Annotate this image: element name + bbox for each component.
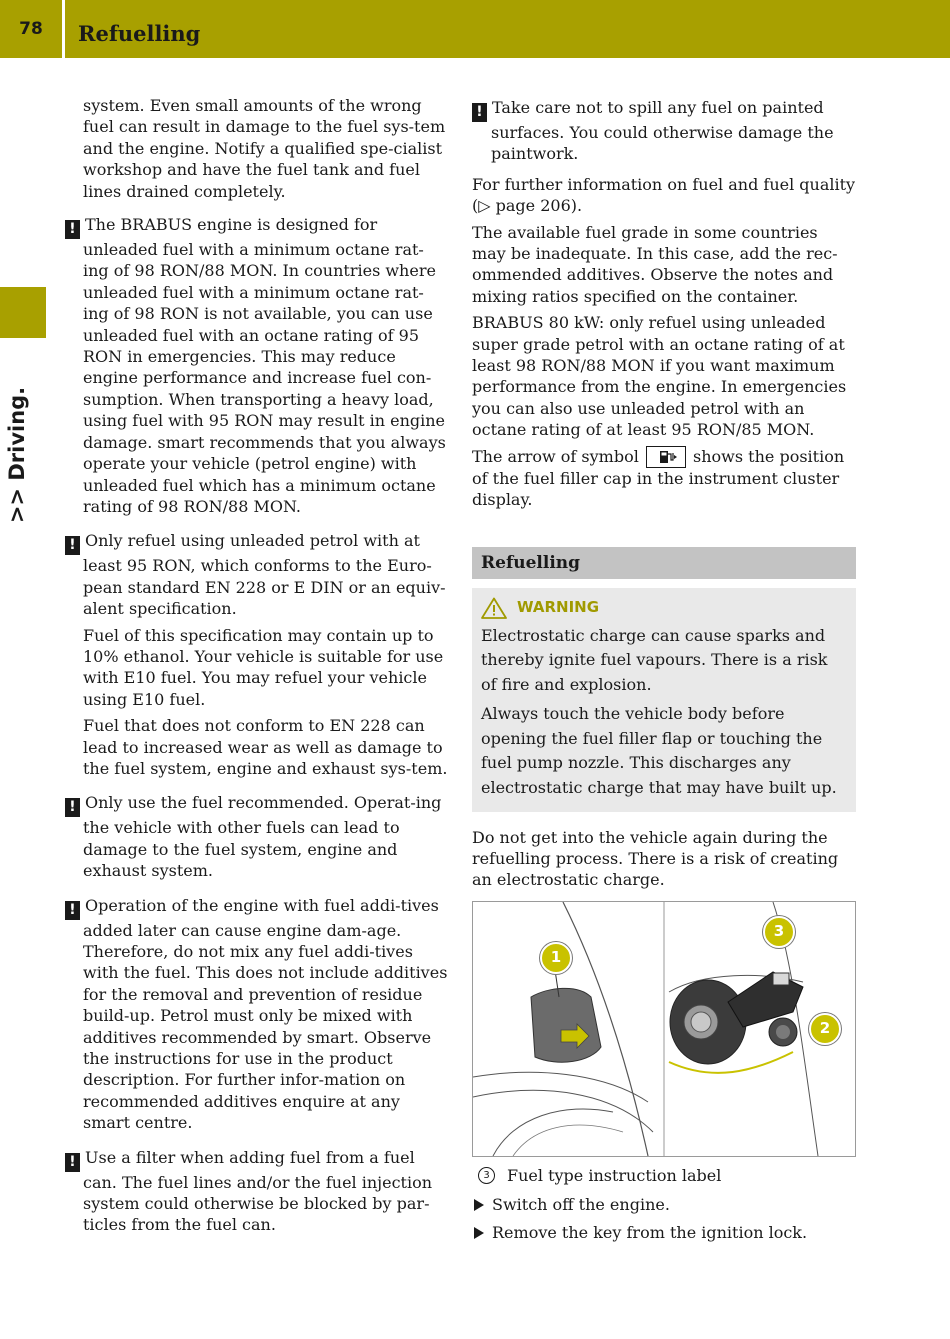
note-filter <box>69 1147 449 1236</box>
exclamation-icon: ! <box>65 220 80 239</box>
legend-text: Fuel type instruction label <box>507 1165 722 1185</box>
side-tab-marker <box>0 287 46 338</box>
no-reentry-text: Do not get into the vehicle again during the refuelling process. There is a risk of creating an electrostatic charge. <box>472 827 839 890</box>
note-recommended-text: Only use the fuel recommended. Operat-ing the vehicle with other fuels can lead to damage to the fuel system, engine and exhaust system. <box>83 793 442 881</box>
step-item <box>472 1194 856 1215</box>
step-item <box>472 1222 856 1243</box>
exclamation-icon: ! <box>65 536 80 555</box>
note-paint-text: Take care not to spill any fuel on painted surfaces. You could otherwise damage the paintwork. <box>491 98 834 164</box>
side-tab-label: >> Driving. <box>5 386 29 524</box>
page-number: 78 <box>19 19 43 39</box>
exclamation-icon: ! <box>65 798 80 817</box>
warning-triangle-icon <box>481 597 507 619</box>
warning-p2: Always touch the vehicle body before opening the fuel filler flap or touching the fuel pump nozzle. This discharges any electrostatic charge that may have built up. <box>481 704 837 798</box>
callout-1: 1 <box>540 942 572 974</box>
play-triangle-icon <box>474 1199 484 1211</box>
note-additives <box>69 895 449 1134</box>
note-unleaded-p3: Fuel that does not conform to EN 228 can lead to increased wear as well as damage to the fuel system, engine and exhaust sys-tem. <box>83 716 448 778</box>
figure-legend <box>478 1165 856 1186</box>
note-brabus <box>69 214 449 517</box>
note-filter-text: Use a filter when adding fuel from a fuel can. The fuel lines and/or the fuel injection system could otherwise be blocked by par-ticles from the fuel can. <box>83 1147 433 1235</box>
note-recommended <box>69 792 449 881</box>
callout-3: 3 <box>763 916 795 948</box>
note-unleaded <box>69 530 449 779</box>
header-divider <box>62 0 65 58</box>
note-unleaded-text: Only refuel using unleaded petrol with at least 95 RON, which conforms to the Euro-pean standard EN 228 or E DIN or an equiv-alent specification. <box>83 531 446 619</box>
section-heading-refuelling: Refuelling <box>472 547 856 579</box>
exclamation-icon: ! <box>65 1153 80 1172</box>
fuel-grade-text: The available fuel grade in some countries may be inadequate. In this case, add the rec-ommended additives. Observe the notes and mixing ratios specified on the container. <box>472 222 838 306</box>
page-title: Refuelling <box>78 21 201 46</box>
warning-label: WARNING <box>517 598 600 617</box>
note-unleaded-p2: Fuel of this specification may contain up to 10% ethanol. Your vehicle is suitable for use with E10 fuel. You may refuel your vehicle using E10 fuel. <box>83 625 444 709</box>
step-text: Switch off the engine. <box>492 1195 670 1215</box>
arrow-symbol-text: The arrow of symbol shows the position of the fuel filler cap in the instrument cluster display. <box>472 446 845 510</box>
legend-number: 3 <box>478 1167 495 1184</box>
note-brabus-text: The BRABUS engine is designed for unleaded fuel with a minimum octane rat-ing of 98 RON/88 MON. In countries where unleaded fuel with a minimum octane rat-ing of 98 RON is not available, you can use unleaded fuel with an octane rating of 95 RON in emergencies. This may reduce engine performance and increase fuel con-sumption. When transporting a heavy load, using fuel with 95 RON may result in engine damage. smart recommends that you always operate your vehicle (petrol engine) with unleaded fuel which has a minimum octane rating of 98 RON/88 MON. <box>83 215 446 516</box>
intro-continuation: system. Even small amounts of the wrong fuel can result in damage to the fuel sys-tem and the engine. Notify a qualified spe-cialist workshop and have the fuel tank and fuel lines drained completely. <box>83 96 446 201</box>
warning-header <box>481 594 847 622</box>
callout-2: 2 <box>809 1013 841 1045</box>
brabus-80kw-text: BRABUS 80 kW: only refuel using unleaded super grade petrol with an octane rating of at least 98 RON/88 MON if you want maximum performance from the engine. In emergencies you can also use unleaded petrol with an octane rating of at least 95 RON/85 MON. <box>472 313 847 440</box>
note-paint <box>472 97 856 165</box>
left-column <box>69 95 449 1249</box>
fuel-filler-illustration <box>473 902 855 1156</box>
exclamation-icon: ! <box>472 103 487 122</box>
step-text: Remove the key from the ignition lock. <box>492 1222 808 1242</box>
further-info: For further information on fuel and fuel quality (▷ page 206). <box>472 174 856 216</box>
note-additives-text: Operation of the engine with fuel addi-tives added later can cause engine dam-age. Therefore, do not mix any fuel addi-tives with the fuel. This does not include additives for the removal and prevention of residue build-up. Petrol must only be mixed with additives recommended by smart. Observe the instructions for use in the product description. For further infor-mation on recommended additives enquire at any smart centre. <box>83 895 448 1133</box>
right-column <box>472 97 856 1249</box>
play-triangle-icon <box>474 1227 484 1239</box>
fuel-filler-figure <box>472 901 856 1157</box>
fuel-pump-icon <box>646 446 686 468</box>
warning-box <box>472 588 856 812</box>
warning-p1: Electrostatic charge can cause sparks and thereby ignite fuel vapours. There is a risk of fire and explosion. <box>481 625 828 694</box>
exclamation-icon: ! <box>65 901 80 920</box>
